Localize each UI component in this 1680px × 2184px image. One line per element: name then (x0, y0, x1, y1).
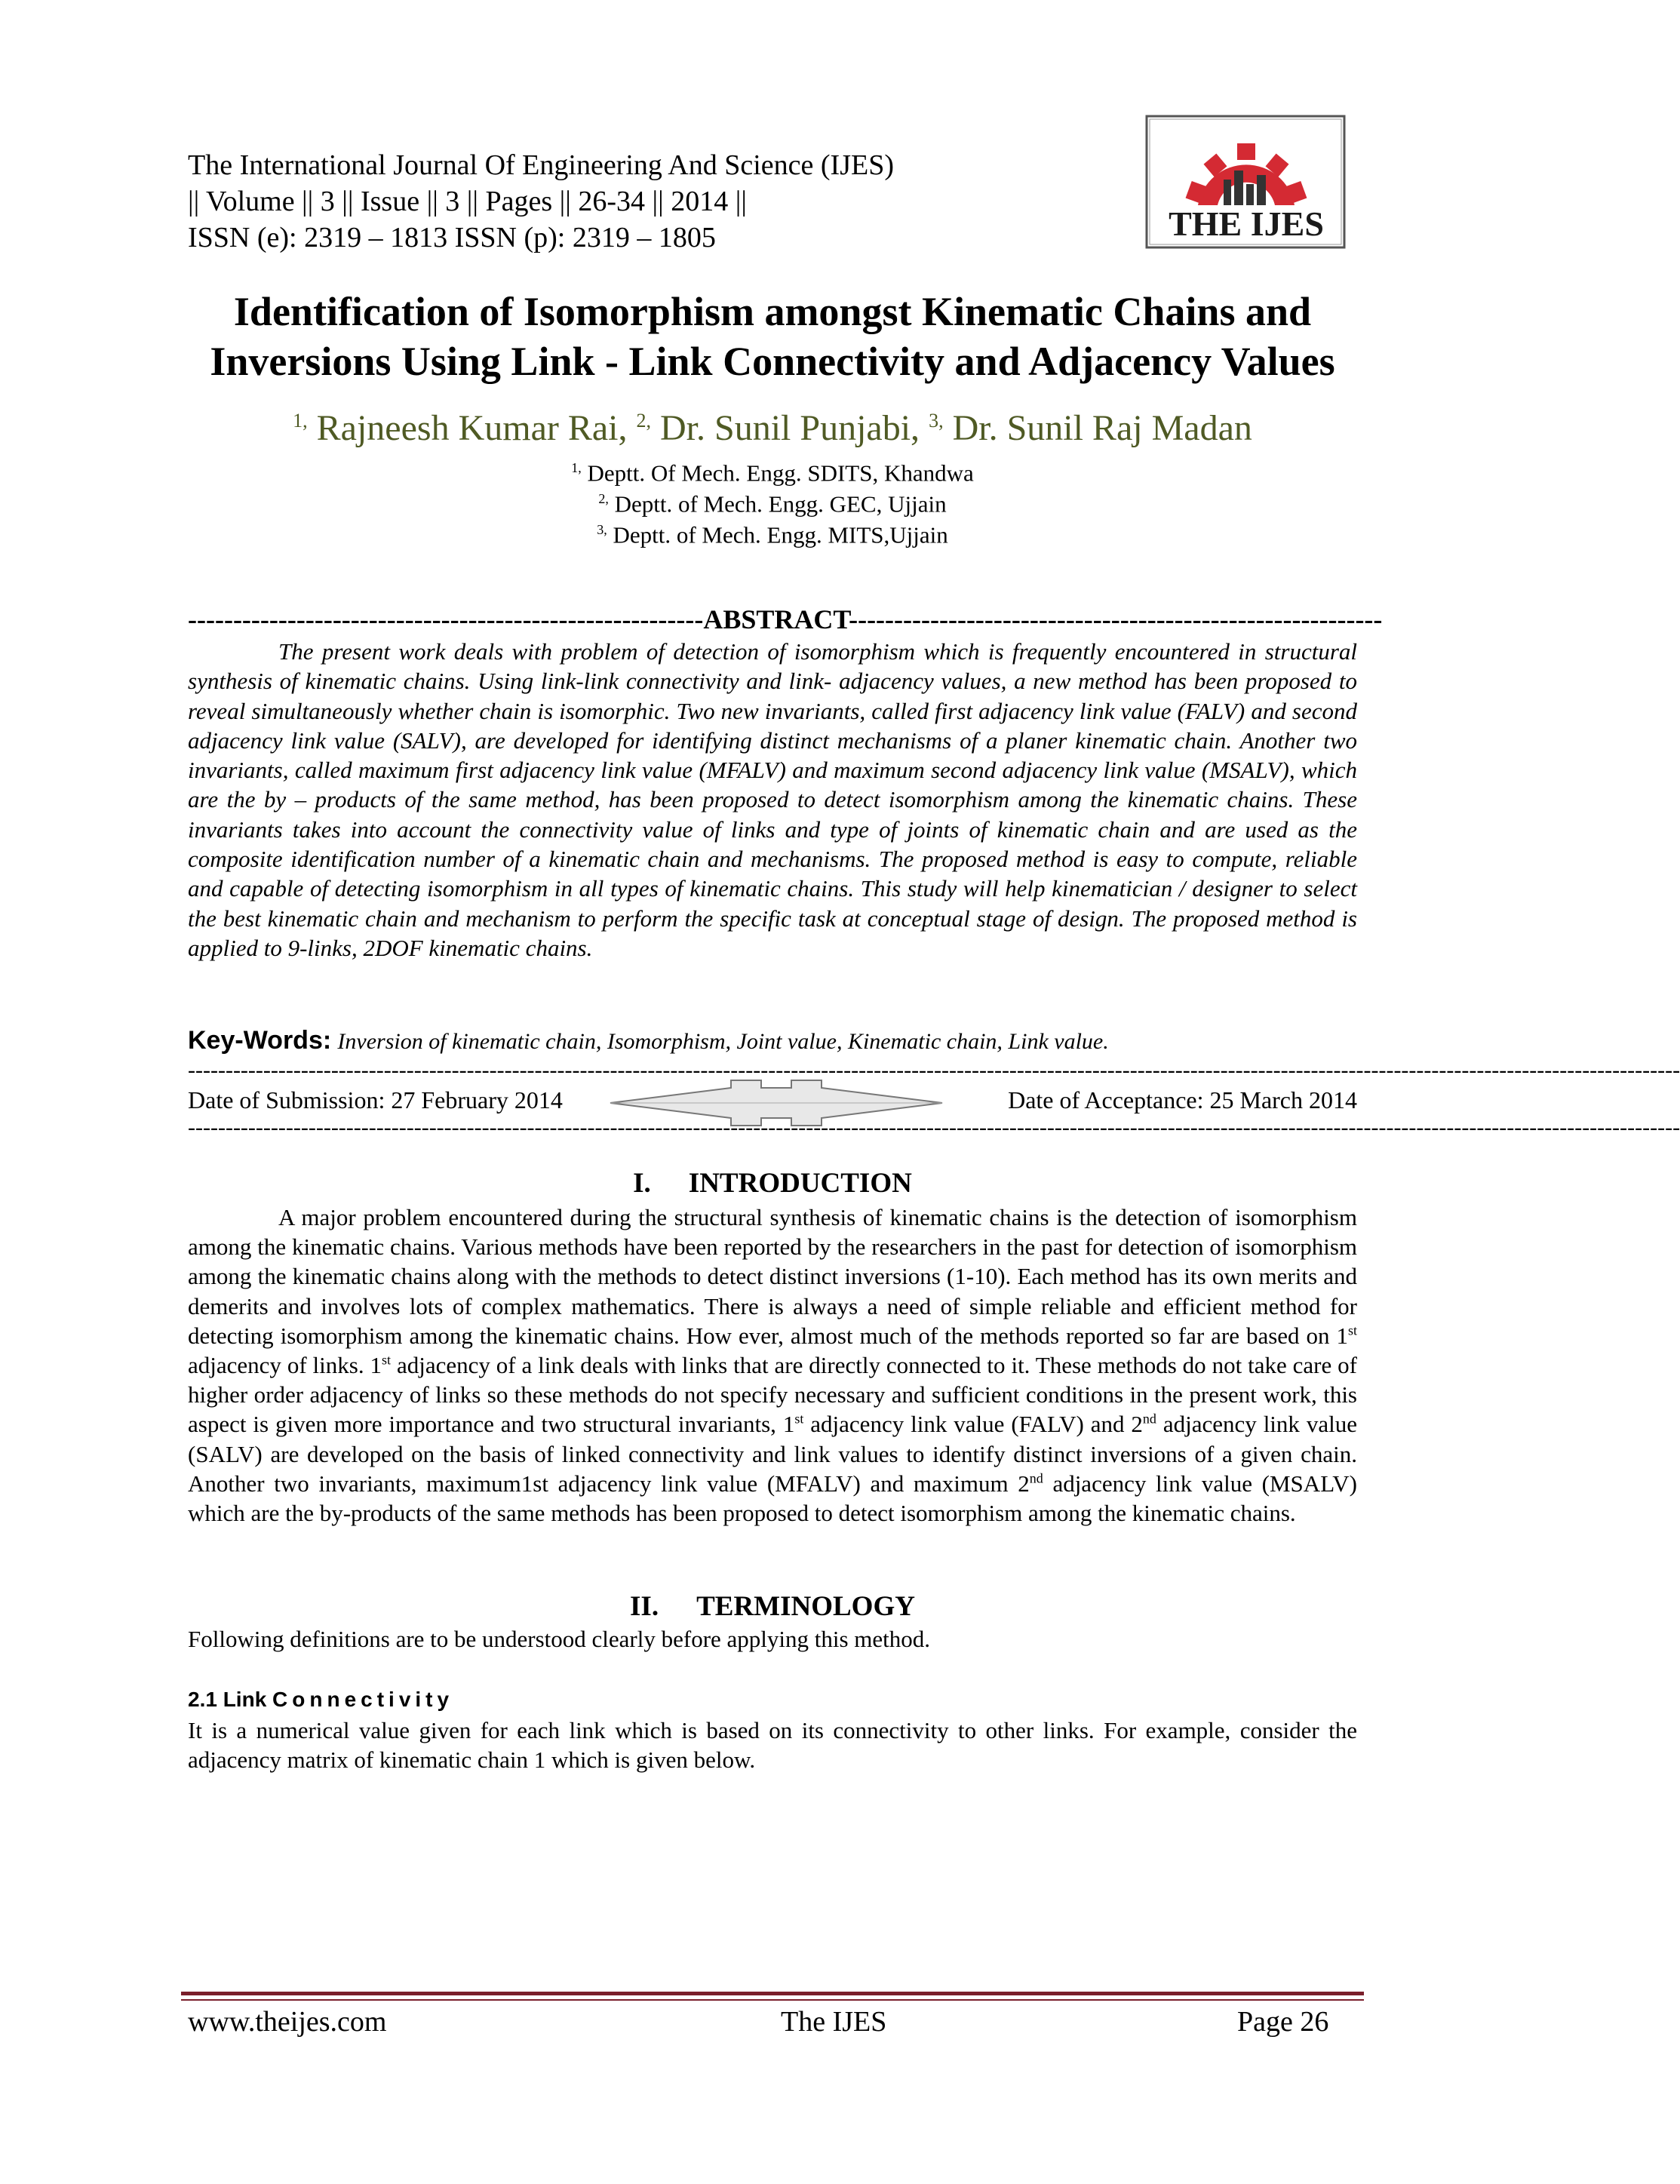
ijes-logo (1145, 115, 1347, 250)
title-line-2: Inversions Using Link - Link Connectivity and Adjacency Values (210, 339, 1335, 384)
paper-title (113, 287, 1432, 386)
author-3-mark: 3, (929, 410, 944, 432)
author-3: Dr. Sunil Raj Madan (952, 408, 1252, 448)
sup-nd: nd (1142, 1411, 1156, 1427)
affiliation-2-text: Deptt. of Mech. Engg. GEC, Ujjain (614, 490, 947, 518)
sup-nd: nd (1029, 1470, 1043, 1486)
section-title: TERMINOLOGY (696, 1591, 915, 1622)
intro-text-6: adjacency link value (MSALV) which are the by-products of the same methods has been proposed to detect isomorphism among the kinematic chains. (188, 1470, 1357, 1527)
intro-text-1: A major problem encountered during the structural synthesis of kinematic chains is the detection of isomorphism among the kinematic chains. Various methods have been reported by the researchers in the past for detection of isomorphism among the kinematic chains along with the methods to detect distinct inversions (1-10). Each method has its own merits and demerits and involves lots of complex mathematics. There is always a need of simple reliable and efficient method for detecting isomorphism among the kinematic chains. How ever, almost much of the methods reported so far are based on 1 (188, 1204, 1357, 1349)
affiliation-3 (113, 515, 1432, 550)
intro-text-3: adjacency of a link deals with links that are directly connected to it. These methods do not take care of higher order adjacency of links so these methods do not specify necessary and sufficient conditions in the present work, this aspect is given more importance and two structural invariants, 1 (188, 1352, 1357, 1438)
author-1: Rajneesh Kumar Rai, (316, 408, 628, 448)
journal-volume: || Volume || 3 || Issue || 3 || Pages || 26-34 || 2014 || (188, 186, 747, 217)
abstract-heading-rule (188, 604, 1383, 635)
ijes-logo-icon (1145, 115, 1347, 250)
section-introduction-heading (188, 1167, 1357, 1200)
sup-st: st (1347, 1322, 1357, 1338)
title-line-1: Identification of Isomorphism amongst Kinematic Chains and (233, 289, 1312, 334)
footer-rule (181, 1992, 1364, 1995)
introduction-paragraph (188, 1203, 1357, 1528)
journal-name: The International Journal Of Engineering And Science (IJES) (188, 149, 894, 181)
footer-journal: The IJES (781, 2006, 887, 2038)
author-2: Dr. Sunil Punjabi, (660, 408, 920, 448)
date-rule-bottom: ------------------------------------------------------------------------------------------------------------------------------------------------------------------------------------------------------ (188, 1115, 1680, 1140)
link-connectivity-text: It is a numerical value given for each link which is based on its connectivity to other links. For example, consider the adjacency matrix of kinematic chain 1 which is given below. (188, 1717, 1357, 1774)
sup-st: st (382, 1352, 392, 1368)
date-acceptance: Date of Acceptance: 25 March 2014 (1008, 1086, 1357, 1114)
intro-text-5: adjacency link value (SALV) are developed on the basis of linked connectivity and link values to identify distinct inversions of a given chain. Another two invariants, maximum1st adjacency link value (MFALV) and maximum 2 (188, 1411, 1357, 1497)
keywords (188, 1026, 1109, 1055)
section-number: I. (633, 1168, 651, 1199)
subsection-title: Connectivity (272, 1688, 454, 1711)
keywords-text: Inversion of kinematic chain, Isomorphism, Joint value, Kinematic chain, Link value. (337, 1029, 1109, 1054)
section-terminology-heading (188, 1590, 1357, 1623)
subsection-link-connectivity-heading (188, 1688, 453, 1712)
abstract-body (188, 637, 1357, 963)
dash-right: ----------------------------------------------------------- (849, 604, 1383, 634)
author-list (113, 407, 1432, 449)
footer-rule-thin (181, 1999, 1364, 2001)
affiliation-1-text: Deptt. Of Mech. Engg. SDITS, Khandwa (587, 459, 974, 487)
author-1-mark: 1, (293, 410, 308, 432)
affiliation-1-mark: 1, (571, 460, 582, 475)
affiliation-2-mark: 2, (598, 491, 609, 506)
journal-header (188, 147, 894, 256)
keywords-label: Key-Words: (188, 1026, 332, 1055)
sup-st: st (794, 1411, 804, 1427)
dash-left: --------------------------------------------------------- (188, 604, 704, 634)
author-2-mark: 2, (636, 410, 652, 432)
affiliation-3-text: Deptt. of Mech. Engg. MITS,Ujjain (613, 521, 948, 548)
terminology-text: Following definitions are to be understood clearly before applying this method. (188, 1626, 931, 1652)
footer-url[interactable]: www.theijes.com (188, 2006, 387, 2038)
abstract-heading: ABSTRACT (703, 604, 849, 634)
journal-issn: ISSN (e): 2319 – 1813 ISSN (p): 2319 – 1805 (188, 222, 716, 253)
section-title: INTRODUCTION (688, 1168, 912, 1199)
date-rule-top: ------------------------------------------------------------------------------------------------------------------------------------------------------------------------------------------------------ (188, 1058, 1680, 1083)
intro-text-4: adjacency link value (FALV) and 2 (803, 1411, 1143, 1438)
footer-page-number: Page 26 (1237, 2006, 1329, 2038)
logo-text: THE IJES (1169, 204, 1324, 243)
date-submission: Date of Submission: 27 February 2014 (188, 1086, 563, 1114)
abstract-text: The present work deals with problem of detection of isomorphism which is frequently encountered in structural synthesis of kinematic chains. Using link-link connectivity and link- adjacency values, a new method has been proposed to reveal simultaneously whether chain is isomorphic. Two new invariants, called first adjacency link value (FALV) and second adjacency link value (SALV), are developed for identifying distinct mechanisms of a planer kinematic chain. Another two invariants, called maximum first adjacency link value (MFALV) and maximum second adjacency link value (MSALV), which are the by – products of the same method, has been proposed to detect isomorphism among the kinematic chains. These invariants takes into account the connectivity value of links and type of joints of kinematic chain and are used as the composite identification number of a kinematic chain and mechanisms. The proposed method is easy to compute, reliable and capable of detecting isomorphism in all types of kinematic chains. This study will help kinematician / designer to select the best kinematic chain and mechanism to perform the specific task at conceptual stage of design. The proposed method is applied to 9-links, 2DOF kinematic chains. (188, 638, 1357, 961)
section-number: II. (630, 1591, 659, 1622)
link-connectivity-paragraph (188, 1716, 1357, 1774)
intro-text-2: adjacency of links. 1 (188, 1352, 382, 1379)
terminology-paragraph (188, 1624, 1357, 1654)
affiliation-3-mark: 3, (597, 522, 607, 537)
subsection-number: 2.1 Link (188, 1688, 267, 1711)
